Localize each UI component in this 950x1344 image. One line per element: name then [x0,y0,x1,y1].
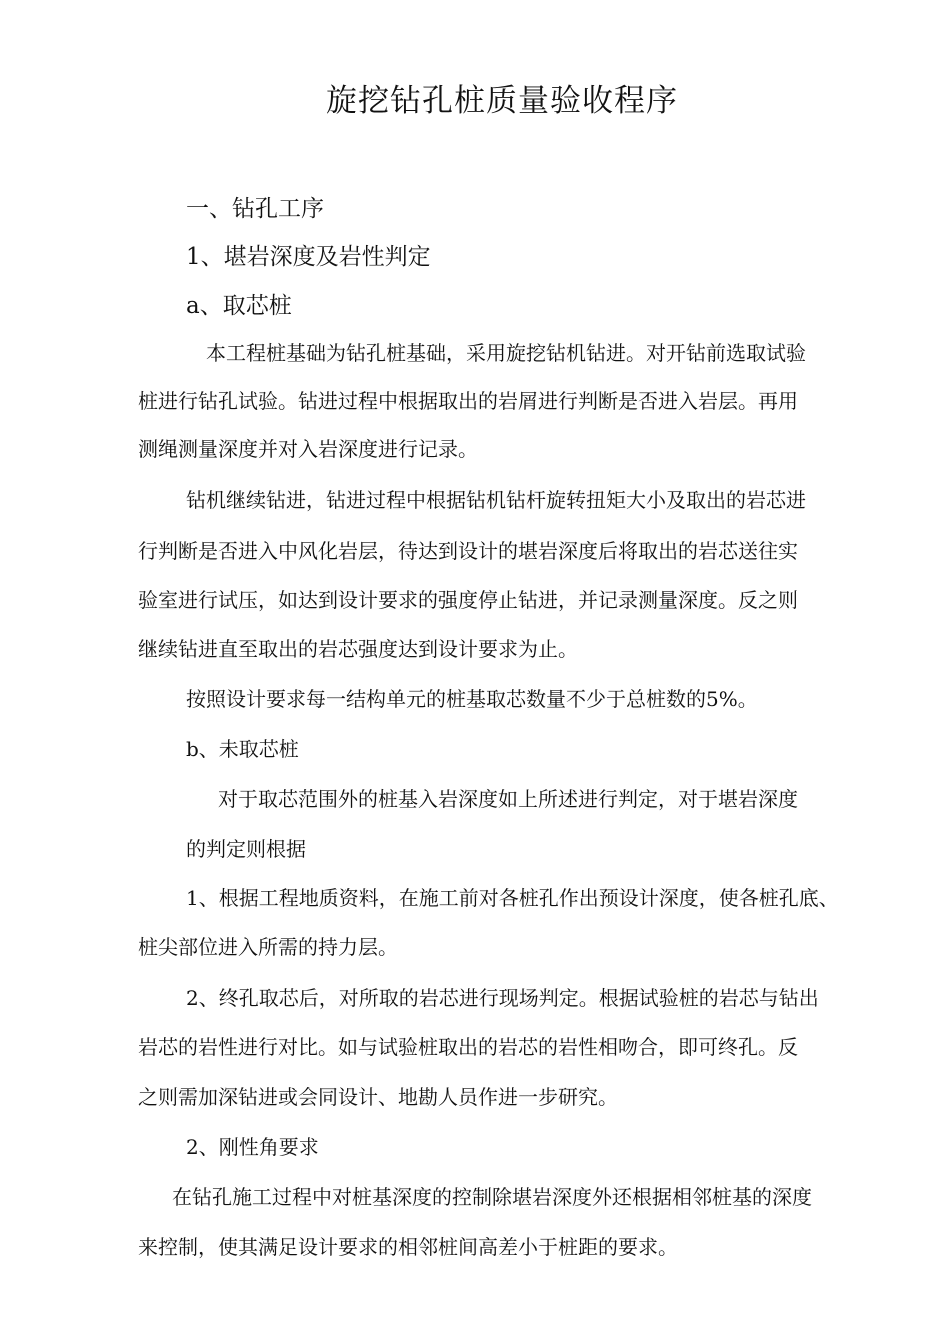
list-item-2-continued: 之则需加深钻进或会同设计、地勘人员作进一步研究。 [138,1085,618,1109]
subsection-heading-1: 1、堪岩深度及岩性判定 [186,244,431,270]
paragraph-line: 继续钻进直至取出的岩芯强度达到设计要求为止。 [138,637,578,661]
paragraph-line: 验室进行试压，如达到设计要求的强度停止钻进，并记录测量深度。反之则 [138,588,798,612]
document-title: 旋挖钻孔桩质量验收程序 [326,83,678,119]
list-item-1: 1、根据工程地质资料，在施工前对各桩孔作出预设计深度，使各桩孔底、 [186,886,839,910]
paragraph-line: 测绳测量深度并对入岩深度进行记录。 [138,437,478,461]
subsection-heading-b: b、未取芯桩 [186,737,299,761]
section-heading: 一、钻孔工序 [186,196,324,222]
paragraph-line: 钻机继续钻进，钻进过程中根据钻机钻杆旋转扭矩大小及取出的岩芯进 [186,488,806,512]
paragraph-line: 行判断是否进入中风化岩层，待达到设计的堪岩深度后将取出的岩芯送往实 [138,539,798,563]
subsection-heading-2: 2、刚性角要求 [186,1135,319,1159]
paragraph-line: 在钻孔施工过程中对桩基深度的控制除堪岩深度外还根据相邻桩基的深度 [172,1185,812,1209]
paragraph-line: 桩进行钻孔试验。钻进过程中根据取出的岩屑进行判断是否进入岩层。再用 [138,389,798,413]
list-item-1-continued: 桩尖部位进入所需的持力层。 [138,935,398,959]
paragraph-line: 来控制，使其满足设计要求的相邻桩间高差小于桩距的要求。 [138,1235,678,1259]
paragraph-line: 对于取芯范围外的桩基入岩深度如上所述进行判定，对于堪岩深度 [218,787,798,811]
list-item-2: 2、终孔取芯后，对所取的岩芯进行现场判定。根据试验桩的岩芯与钻出 [186,986,819,1010]
paragraph-line: 的判定则根据 [186,837,306,861]
list-item-2-continued: 岩芯的岩性进行对比。如与试验桩取出的岩芯的岩性相吻合，即可终孔。反 [138,1035,798,1059]
paragraph-line: 本工程桩基础为钻孔桩基础，采用旋挖钻机钻进。对开钻前选取试验 [206,341,806,365]
paragraph-line: 按照设计要求每一结构单元的桩基取芯数量不少于总桩数的5%。 [186,687,758,711]
subsection-heading-a: a、取芯桩 [186,293,292,319]
